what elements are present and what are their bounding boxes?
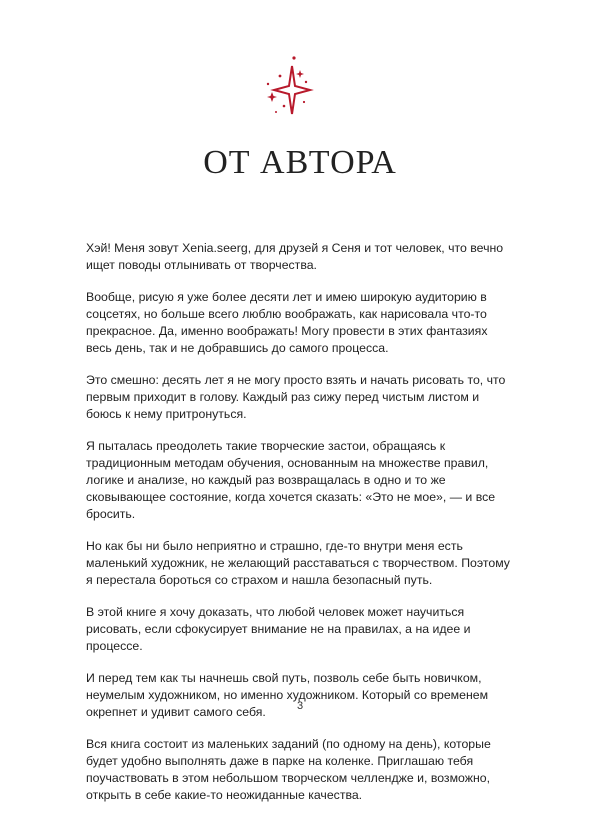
sparkle-dot: [292, 56, 295, 59]
sparkle-dot: [279, 75, 282, 78]
page-number: 3: [296, 700, 304, 712]
paragraph: Вообще, рисую я уже более десяти лет и имею широкую аудиторию в соцсетях, но больше всего люблю воображать, как нарисовала что-то прекрасное. Да, именно воображать! Могу провести в этих фантазиях весь день, так и не добравшись до самого процесса.: [86, 290, 488, 355]
paragraph: В этой книге я хочу доказать, что любой человек может научиться рисовать, если сфокусирует внимание не на правилах, а на идее и процессе.: [86, 605, 471, 653]
page-title: ОТ АВТОРА: [203, 144, 397, 181]
sparkle-dot: [267, 83, 269, 85]
sparkle-stars-icon: [258, 52, 318, 122]
paragraph: И перед тем как ты начнешь свой путь, позволь себе быть новичком, неумелым художником, но именно художником. Который со временем окрепнет и удивит самого себя.: [86, 671, 489, 719]
paragraph: Но как бы ни было неприятно и страшно, где-то внутри меня есть маленький художник, не желающий расставаться с творчеством. Поэтому я перестала бороться со страхом и нашла безопасный путь.: [86, 539, 510, 587]
body-text: [86, 240, 514, 819]
sparkle-dot: [305, 81, 307, 83]
sparkle-dot: [275, 111, 277, 113]
tiny-star-shape: [296, 70, 304, 78]
sparkle-dot: [303, 101, 305, 103]
paragraph: Хэй! Меня зовут Xenia.seerg, для друзей я Сеня и тот человек, что вечно ищет поводы отлынивать от творчества.: [86, 241, 504, 272]
paragraph: Я пыталась преодолеть такие творческие застои, обращаясь к традиционным методам обучения, основанным на множестве правил, логике и анализе, но каждый раз возвращалась в одно и то же сковывающее состояние, когда хочется сказать: «Это не мое», — и все бросить.: [86, 439, 496, 521]
paragraph: Это смешно: десять лет я не могу просто взять и начать рисовать то, что первым приходит в голову. Каждый раз сижу перед чистым листом и боюсь к нему притронуться.: [86, 373, 506, 421]
sparkle-dot: [283, 105, 286, 108]
small-star-shape: [267, 92, 277, 102]
main-star-shape: [274, 66, 310, 114]
paragraph: Вся книга состоит из маленьких заданий (по одному на день), которые будет удобно выполнять даже в парке на коленке. Приглашаю тебя поучаствовать в этом небольшом творческом челлендже и, возможно, открыть в себе какие-то неожиданные качества.: [86, 737, 491, 802]
